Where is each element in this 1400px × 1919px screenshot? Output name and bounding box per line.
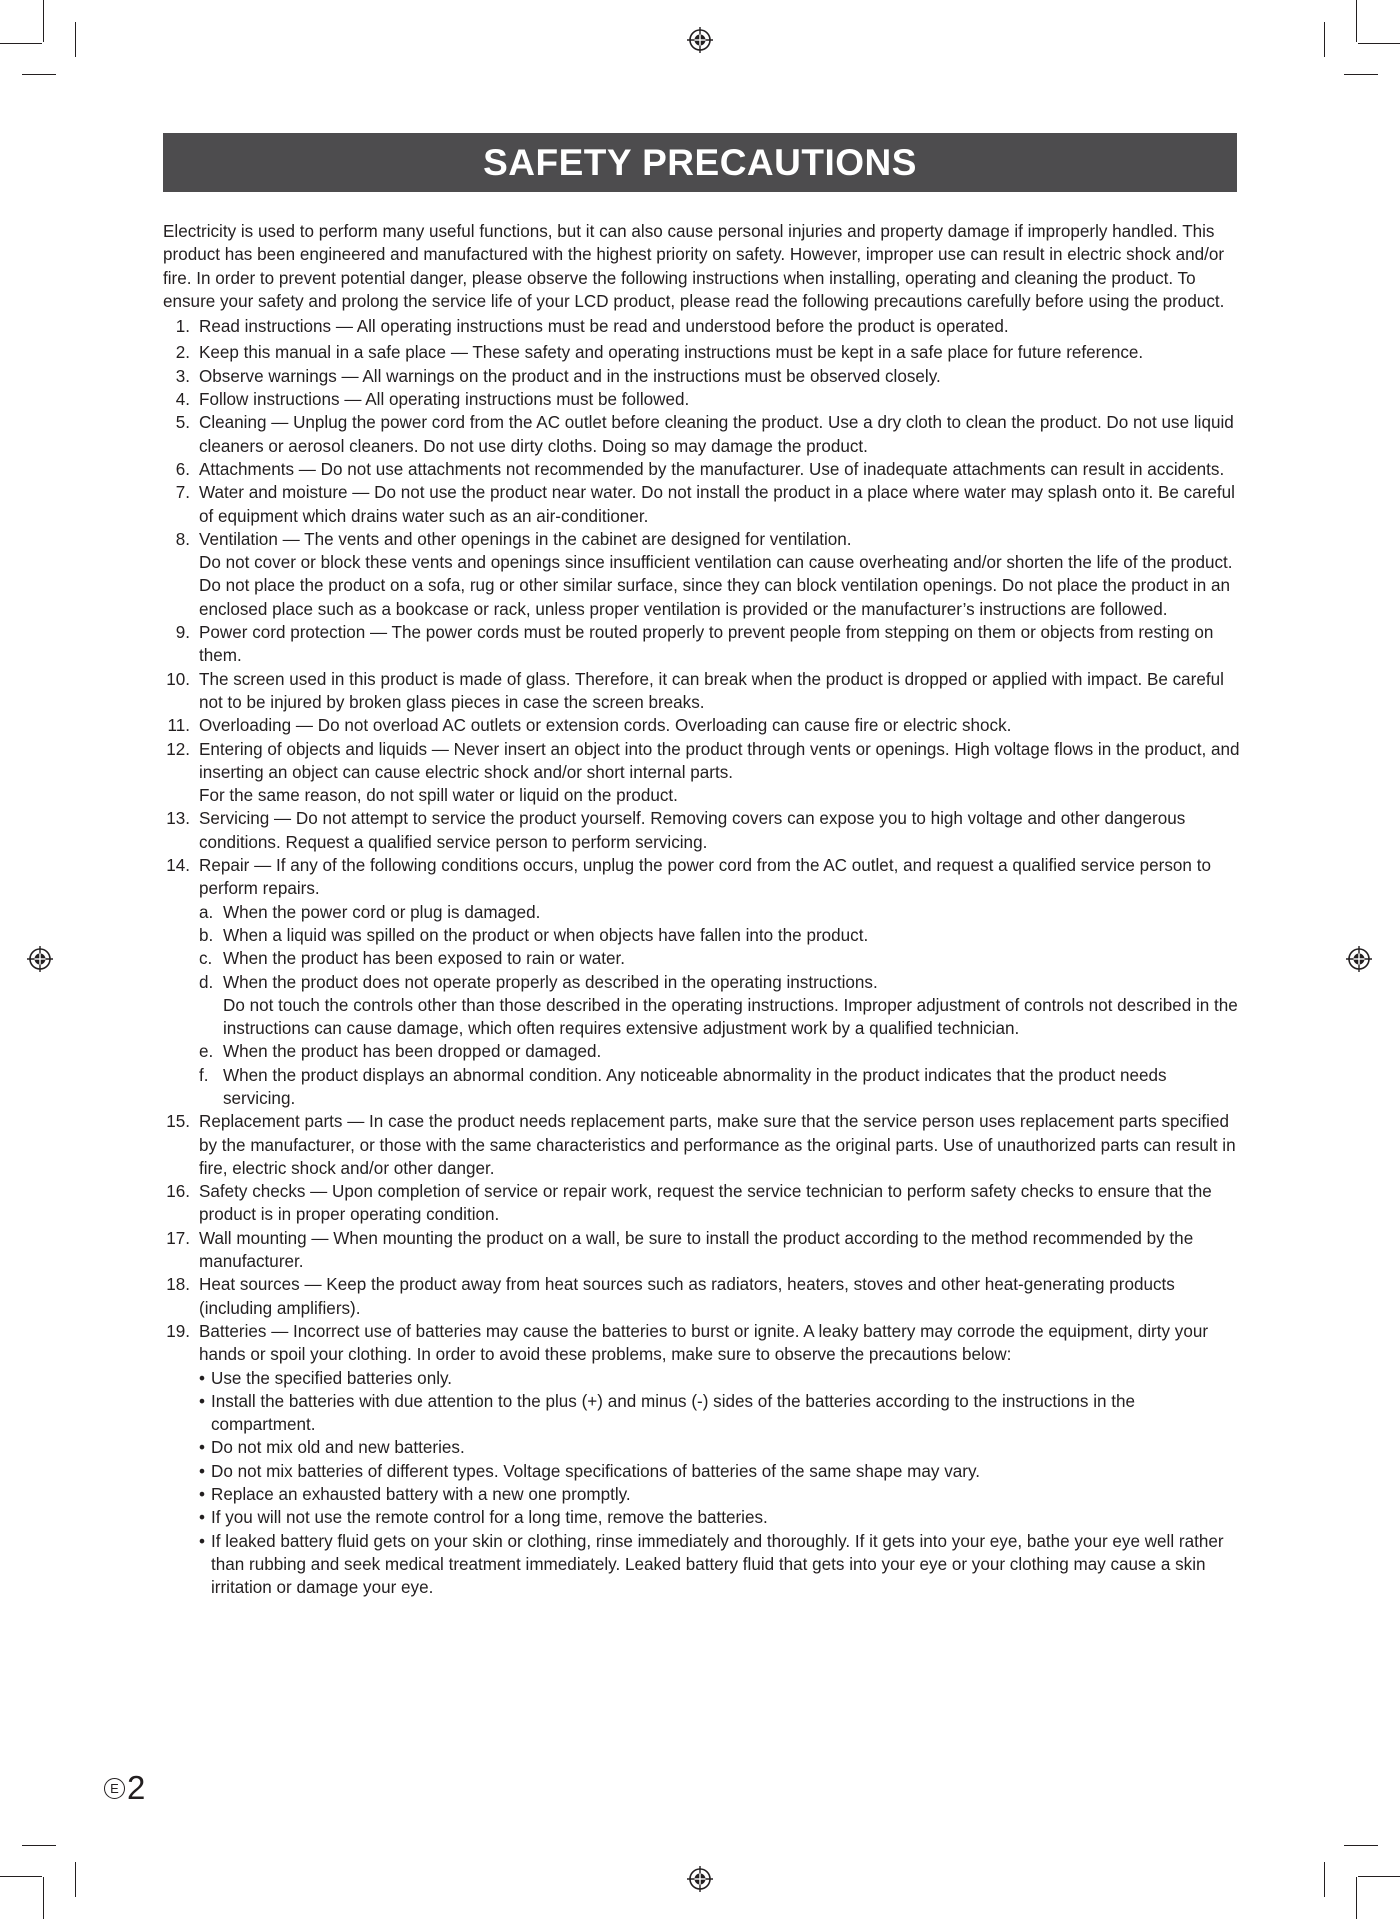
crop-mark xyxy=(1356,1877,1357,1919)
item-number: 7. xyxy=(175,483,190,503)
bullet: • xyxy=(199,1531,205,1551)
list-item xyxy=(163,341,1243,364)
bullet: • xyxy=(199,1438,205,1458)
list-item xyxy=(163,854,1243,1110)
bullet: • xyxy=(199,1485,205,1505)
crop-mark xyxy=(1324,1862,1325,1897)
item-text: Follow instructions — All operating instructions must be followed. xyxy=(199,390,690,410)
battery-precaution-text: Do not mix batteries of different types. Voltage specifications of batteries of the same shape may vary. xyxy=(211,1461,980,1481)
battery-precaution-item xyxy=(199,1483,1243,1506)
crop-mark xyxy=(43,1877,44,1919)
item-number: 3. xyxy=(175,366,190,386)
list-item xyxy=(163,1320,1243,1600)
battery-precaution-item xyxy=(199,1506,1243,1529)
crop-mark xyxy=(22,74,56,75)
item-text: Batteries — Incorrect use of batteries may cause the batteries to burst or ignite. A leaky battery may corrode the equipment, dirty your hands or spoil your clothing. In order to avoid these problems, make sure to observe the precautions below: xyxy=(199,1321,1209,1365)
list-item xyxy=(163,528,1243,621)
condition-letter: f. xyxy=(199,1065,209,1085)
item-number: 18. xyxy=(166,1275,190,1295)
item-number: 17. xyxy=(166,1228,190,1248)
item-extra-text: Do not cover or block these vents and openings since insufficient ventilation can cause overheating and/or shorten the life of the product. Do not place the product on a sofa, rug or other similar surface, since they can block ventilation openings. Do not place the product in an enclosed place such as a bookcase or rack, unless proper ventilation is provided or the manufacturer’s instructions are followed. xyxy=(199,553,1233,619)
crop-mark xyxy=(1344,74,1378,75)
condition-text: When the product has been exposed to rain or water. xyxy=(223,949,625,969)
list-item xyxy=(163,458,1243,481)
page-number xyxy=(104,1770,145,1806)
item-number: 2. xyxy=(175,343,190,363)
item-number: 4. xyxy=(175,390,190,410)
item-extra-text: For the same reason, do not spill water or liquid on the product. xyxy=(199,786,678,806)
item-number: 11. xyxy=(167,716,190,736)
crop-mark xyxy=(1358,43,1400,44)
item-number: 9. xyxy=(175,623,190,643)
item-text: Keep this manual in a safe place — These safety and operating instructions must be kept in a safe place for future reference. xyxy=(199,343,1144,363)
crop-mark xyxy=(1324,22,1325,57)
condition-letter: b. xyxy=(199,925,214,945)
battery-precaution-text: If leaked battery fluid gets on your skin or clothing, rinse immediately and thoroughly. If it gets into your eye, bathe your eye well rather than rubbing and seek medical treatment immediately. Leaked battery fluid that gets into your eye or your clothing may cause a skin irritation or damage your eye. xyxy=(211,1531,1224,1598)
item-text: Servicing — Do not attempt to service the product yourself. Removing covers can expose you to high voltage and other dangerous conditions. Request a qualified service person to perform servicing. xyxy=(199,809,1186,852)
battery-precaution-list xyxy=(199,1367,1243,1600)
item-text: Repair — If any of the following conditions occurs, unplug the power cord from the AC outlet, and request a qualified service person to perform repairs. xyxy=(199,856,1211,899)
item-text: Replacement parts — In case the product needs replacement parts, make sure that the service person uses replacement parts specified by the manufacturer, or those with the same characteristics and performance as the original parts. Use of unauthorized parts can result in fire, electric shock and/or other danger. xyxy=(199,1112,1236,1178)
item-number: 14. xyxy=(166,856,190,876)
crop-mark xyxy=(1358,1876,1400,1877)
item-number: 6. xyxy=(175,459,190,479)
crop-mark xyxy=(1356,0,1357,42)
item-number: 16. xyxy=(166,1182,190,1202)
crop-mark xyxy=(22,1845,56,1846)
item-text: Water and moisture — Do not use the product near water. Do not install the product in a place where water may splash onto it. Be careful of equipment which drains water such as an air-conditioner. xyxy=(199,483,1235,526)
crop-mark xyxy=(1344,1845,1378,1846)
list-item xyxy=(163,388,1243,411)
item-number: 19. xyxy=(166,1321,190,1341)
bullet: • xyxy=(199,1391,205,1411)
item-text: Safety checks — Upon completion of service or repair work, request the service technician to perform safety checks to ensure that the product is in proper operating condition. xyxy=(199,1182,1212,1225)
item-text: Heat sources — Keep the product away from heat sources such as radiators, heaters, stoves and other heat-generating products (including amplifiers). xyxy=(199,1275,1175,1318)
battery-precaution-text: If you will not use the remote control for a long time, remove the batteries. xyxy=(211,1508,768,1528)
crop-mark xyxy=(75,1862,76,1897)
condition-letter: e. xyxy=(199,1042,214,1062)
item-number: 5. xyxy=(175,413,190,433)
battery-precaution-text: Install the batteries with due attention to the plus (+) and minus (-) sides of the batteries according to the instructions in the compartment. xyxy=(211,1391,1136,1435)
registration-mark-icon xyxy=(687,27,713,53)
list-item xyxy=(163,411,1243,458)
list-item xyxy=(163,365,1243,388)
battery-precaution-item xyxy=(199,1436,1243,1459)
condition-extra-text: Do not touch the controls other than those described in the operating instructions. Improper adjustment of controls not described in the instructions can cause damage, which often requires extensive adjustment work by a qualified technician. xyxy=(223,995,1238,1039)
list-item xyxy=(163,1180,1243,1227)
item-text: Cleaning — Unplug the power cord from the AC outlet before cleaning the product. Use a dry cloth to clean the product. Do not use liquid cleaners or aerosol cleaners. Do not use dirty cloths. Doing so may damage the product. xyxy=(199,413,1234,456)
condition-text: When the product does not operate properly as described in the operating instructions. xyxy=(223,972,878,992)
page-number-value: 2 xyxy=(127,1769,146,1806)
language-badge: E xyxy=(104,1778,125,1799)
list-item xyxy=(163,1110,1243,1180)
crop-mark xyxy=(75,22,76,57)
item-text: Overloading — Do not overload AC outlets or extension cords. Overloading can cause fire or electric shock. xyxy=(199,716,1012,736)
intro-paragraph: Electricity is used to perform many useful functions, but it can also cause personal injuries and property damage if improperly handled. This product has been engineered and manufactured with the highest priority on safety. However, improper use can result in electric shock and/or fire. In order to prevent potential danger, please observe the following instructions when installing, operating and cleaning the product. To ensure your safety and prolong the service life of your LCD product, please read the following precautions carefully before using the product. xyxy=(163,222,1225,311)
item-text: Read instructions — All operating instructions must be read and understood before the product is operated. xyxy=(199,317,1009,337)
list-item xyxy=(163,807,1243,854)
item-number: 1. xyxy=(175,317,190,337)
list-item xyxy=(163,315,1243,338)
list-item xyxy=(163,738,1243,808)
item-text: Ventilation — The vents and other openings in the cabinet are designed for ventilation. xyxy=(199,529,852,549)
battery-precaution-text: Replace an exhausted battery with a new one promptly. xyxy=(211,1485,631,1505)
bullet: • xyxy=(199,1368,205,1388)
condition-letter: a. xyxy=(199,902,214,922)
repair-condition-item xyxy=(199,924,1243,947)
registration-mark-icon xyxy=(687,1866,713,1892)
crop-mark xyxy=(43,0,44,42)
item-text: Wall mounting — When mounting the product on a wall, be sure to install the product according to the method recommended by the manufacturer. xyxy=(199,1228,1194,1272)
battery-precaution-item xyxy=(199,1390,1243,1437)
battery-precaution-text: Use the specified batteries only. xyxy=(211,1368,453,1388)
crop-mark xyxy=(0,43,42,44)
list-item xyxy=(163,668,1243,715)
battery-precaution-text: Do not mix old and new batteries. xyxy=(211,1438,465,1458)
condition-text: When a liquid was spilled on the product or when objects have fallen into the product. xyxy=(223,925,869,945)
item-text: Entering of objects and liquids — Never insert an object into the product through vents or openings. High voltage flows in the product, and inserting an object can cause electric shock and/or short internal parts. xyxy=(199,739,1240,782)
condition-text: When the product has been dropped or damaged. xyxy=(223,1042,602,1062)
precaution-list xyxy=(163,315,1243,1599)
list-item xyxy=(163,1273,1243,1320)
crop-mark xyxy=(0,1876,42,1877)
condition-letter: c. xyxy=(199,949,213,969)
repair-condition-item xyxy=(199,901,1243,924)
item-number: 10. xyxy=(166,669,190,689)
item-number: 13. xyxy=(166,809,190,829)
battery-precaution-item xyxy=(199,1367,1243,1390)
repair-condition-item xyxy=(199,947,1243,970)
repair-condition-item xyxy=(199,1040,1243,1063)
condition-letter: d. xyxy=(199,972,214,992)
item-number: 15. xyxy=(166,1112,190,1132)
repair-condition-item xyxy=(199,1064,1243,1111)
item-number: 12. xyxy=(166,739,190,759)
condition-text: When the power cord or plug is damaged. xyxy=(223,902,541,922)
item-text: The screen used in this product is made of glass. Therefore, it can break when the product is dropped or applied with impact. Be careful not to be injured by broken glass pieces in case the screen breaks. xyxy=(199,669,1224,712)
bullet: • xyxy=(199,1461,205,1481)
list-item xyxy=(163,1227,1243,1274)
battery-precaution-item xyxy=(199,1530,1243,1600)
bullet: • xyxy=(199,1508,205,1528)
item-text: Observe warnings — All warnings on the product and in the instructions must be observed closely. xyxy=(199,366,941,386)
item-text: Attachments — Do not use attachments not recommended by the manufacturer. Use of inadequate attachments can result in accidents. xyxy=(199,459,1225,479)
registration-mark-icon xyxy=(1346,946,1372,972)
registration-mark-icon xyxy=(27,946,53,972)
repair-condition-item xyxy=(199,971,1243,1041)
list-item xyxy=(163,714,1243,737)
list-item xyxy=(163,621,1243,668)
repair-condition-list xyxy=(199,901,1243,1111)
battery-precaution-item xyxy=(199,1460,1243,1483)
page-title: SAFETY PRECAUTIONS xyxy=(163,133,1237,192)
item-number: 8. xyxy=(175,529,190,549)
list-item xyxy=(163,481,1243,528)
condition-text: When the product displays an abnormal condition. Any noticeable abnormality in the product indicates that the product needs servicing. xyxy=(223,1065,1167,1108)
item-text: Power cord protection — The power cords must be routed properly to prevent people from stepping on them or objects from resting on them. xyxy=(199,623,1214,666)
safety-text xyxy=(163,220,1243,1600)
